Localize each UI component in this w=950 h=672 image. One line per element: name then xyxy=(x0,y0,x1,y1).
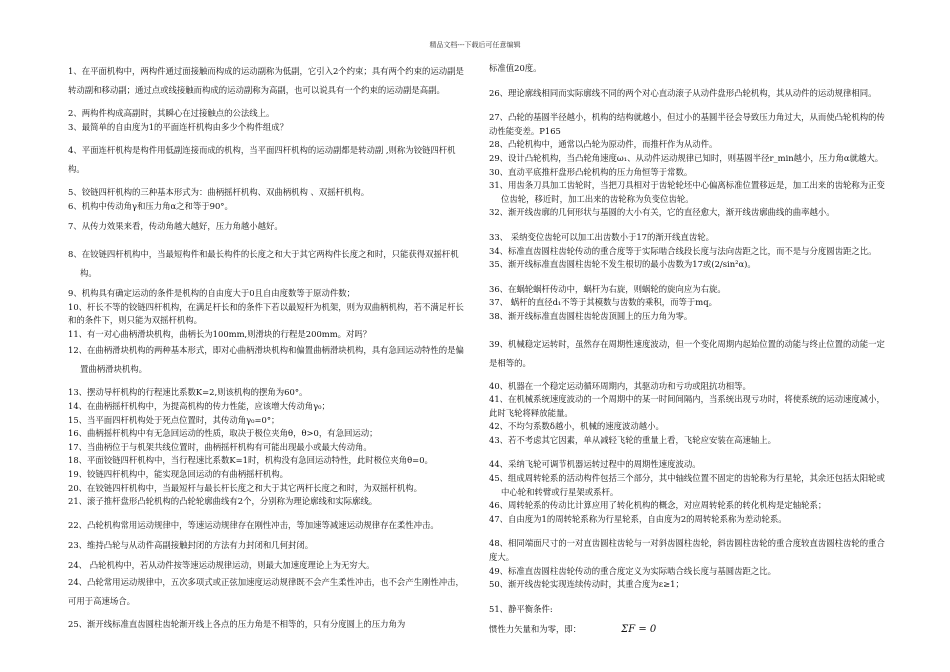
question-item: 40、机器在一个稳定运动循环周期内，其驱动功和亏功或阻抗功相等。 xyxy=(489,380,751,391)
question-item: 41、在机械系统速度波动的一个周期中的某一时间间隔内，当系统出现亏功时，将使系统的运动速度减小，此时飞轮将释放能量。 xyxy=(489,394,885,418)
question-item: 51、静平衡条件: xyxy=(489,603,553,614)
question-item: 25、渐开线标准直齿圆柱齿轮渐开线上各点的压力角是不相等的，只有分度圆上的压力角为 xyxy=(68,618,406,629)
question-item: 16、曲柄摇杆机构中有无急回运动的性质，取决于极位夹角θ，θ>0，有急回运动； xyxy=(68,428,378,439)
question-item: 35、渐开线标准直齿圆柱齿轮不发生根切的最小齿数为17或(2/sin²α)。 xyxy=(489,259,756,270)
question-item: 32、渐开线齿廓的几何形状与基圆的大小有关，它的直径愈大，渐开线齿廓曲线的曲率越小。 xyxy=(489,207,835,218)
question-item: 46、周转轮系的传动比计算应用了转化机构的概念，对应周转轮系的转化机构是定轴轮系； xyxy=(489,500,827,511)
page-header: 精品文档---下载后可任意编辑 xyxy=(429,41,521,49)
question-item: 28、凸轮机构中，通常以凸轮为原动件，而推杆作为从动件。 xyxy=(489,139,718,150)
question-item: 17、当曲柄位于与机架共线位置时，曲柄摇杆机构有可能出现最小或最大传动角。 xyxy=(68,441,372,452)
question-item: 27、凸轮的基圆半径越小，机构的结构就越小，但过小的基圆半径会导致压力角过大，从而使凸轮机构的传动性能变差。P165 xyxy=(489,112,885,136)
question-item: 1、在平面机构中，两构件通过面接触而构成的运动副称为低副，它引入2个约束；具有两个约束的运动副是转动副和移动副；通过点或线接触而构成的运动副称为高副，也可以说具有一个约束的运动副是高副。 xyxy=(68,66,464,95)
static-balance-formula: ΣF = 0 xyxy=(621,624,657,636)
question-item: 44、采纳飞轮可调节机器运转过程中的周期性速度波动。 xyxy=(489,459,701,470)
question-item: 11、有一对心曲柄滑块机构，曲柄长为100mm,则滑块的行程是200mm。对吗？ xyxy=(68,328,372,339)
question-item: 10、杆长不等的铰链四杆机构，在满足杆长和的条件下若以最短杆为机架，则为双曲柄机构，若不满足杆长和的条件下，则只能为双摇杆机构。 xyxy=(68,301,464,326)
question-item: 标准值20度。 xyxy=(489,63,542,73)
question-item: 7、从传力效果来看，传动角越大越好，压力角越小越好。 xyxy=(68,221,283,232)
question-item: 33、 采纳变位齿轮可以加工出齿数小于17的渐开线直齿轮。 xyxy=(489,231,714,242)
question-item: 37、 蜗杆的直径d₁不等于其模数与齿数的乘积，而等于mq。 xyxy=(489,297,717,308)
question-item: 50、渐开线齿轮实现连续传动时，其重合度为ε≥1； xyxy=(489,579,684,590)
question-item: 30、直动平底推杆盘形凸轮机构的压力角恒等于常数。 xyxy=(489,166,693,177)
question-item: 36、在蜗轮蜗杆传动中，蜗杆为右旋，则蜗轮的旋向应为右旋。 xyxy=(489,283,726,294)
right-column xyxy=(489,62,887,637)
question-item: 38、渐开线标准直齿圆柱齿轮齿顶圆上的压力角为零。 xyxy=(489,310,693,321)
question-item: 45、组成周转轮系的活动构件包括三个部分，其中轴线位置不固定的齿轮称为行星轮，其余还包括太阳轮或中心轮和转臂或行星架或系杆。 xyxy=(489,473,885,497)
question-item: 18、平面铰链四杆机构中，当行程速比系数K=1时，机构没有急回运动特性，此时极位夹角θ=0。 xyxy=(68,455,433,466)
left-column xyxy=(68,62,466,631)
question-item: 23、维持凸轮与从动件高副接触封闭的方法有力封闭和几何封闭。 xyxy=(68,539,314,550)
question-item: 5、铰链四杆机构的三种基本形式为：曲柄摇杆机构、双曲柄机构 、双摇杆机构。 xyxy=(68,187,370,198)
question-item: 43、若不考虑其它因素，单从减轻飞轮的重量上看，飞轮应安装在高速轴上。 xyxy=(489,434,777,445)
question-item: 3、最简单的自由度为1的平面连杆机构由多少个构件组成？ xyxy=(68,121,289,132)
question-item: 惯性力矢量和为零，即： ΣF = 0 xyxy=(489,624,657,636)
question-item: 24、 凸轮机构中，若从动件按等速运动规律运动，则最大加速度理论上为无穷大。 xyxy=(68,560,375,571)
question-item: 26、理论廓线相同而实际廓线不同的两个对心直动滚子从动件盘形凸轮机构，其从动件的运动规律相同。 xyxy=(489,87,877,98)
question-item: 15、当平面四杆机构处于死点位置时，其传动角γ₀=0°； xyxy=(68,414,280,425)
question-item: 48、相同端面尺寸的一对直齿圆柱齿轮与一对斜齿圆柱齿轮，斜齿圆柱齿轮的重合度较直齿圆柱齿轮的重合度大。 xyxy=(489,538,885,563)
question-item: 49、标准直齿圆柱齿轮传动的重合度定义为实际啮合线长度与基圆齿距之比。 xyxy=(489,565,777,576)
question-item: 34、标准直齿圆柱齿轮传动的重合度等于实际啮合线段长度与法向齿距之比，而不是与分度圆齿距之比。 xyxy=(489,245,877,256)
question-item: 31、用齿条刀具加工齿轮时，当把刀具相对于齿轮轮坯中心偏离标准位置移远是，加工出来的齿轮称为正变位齿轮，移近时，加工出来的齿轮称为负变位齿轮。 xyxy=(489,180,885,204)
question-item: 20、在铰链四杆机构中，当最短杆与最长杆长度之和大于其它两杆长度之和时，为双摇杆机构。 xyxy=(68,482,423,493)
question-item: 13、摆动导杆机构的行程速比系数K=2,则该机构的摆角为60°。 xyxy=(68,387,308,398)
question-item: 21、滚子推杆盘形凸轮机构的凸轮轮廓曲线有2个，分别称为理论廓线和实际廓线。 xyxy=(68,496,378,507)
question-item: 2、两构件构成高副时，其瞬心在过接触点的公法线上。 xyxy=(68,108,275,118)
question-item: 4、平面连杆机构是构件用低副连接而成的机构，当平面四杆机构的运动副都是转动副 ,则称为铰链四杆机构。 xyxy=(68,145,456,175)
question-item: 19、铰链四杆机构中，能实现急回运动的有曲柄摇杆机构。 xyxy=(68,468,289,479)
question-item: 29、设计凸轮机构，当凸轮角速度ω₁、从动件运动规律已知时，则基圆半径r_min越小，压力角α就越大。 xyxy=(489,152,884,163)
question-item: 22、凸轮机构常用运动规律中，等速运动规律存在刚性冲击，等加速等减速运动规律存在柔性冲击。 xyxy=(68,519,439,530)
question-item: 6、机构中传动角γ和压力角α之和等于90°。 xyxy=(68,200,233,211)
question-item: 9、机构具有确定运动的条件是机构的自由度大于0且自由度数等于原动件数； xyxy=(68,287,356,298)
question-item: 42、不均匀系数δ越小，机械的速度波动越小。 xyxy=(489,421,664,432)
question-item: 14、在曲柄摇杆机构中，为提高机构的传力性能，应该增大传动角γ₀； xyxy=(68,400,330,411)
question-item: 8、在铰链四杆机构中，当最短构件和最长构件的长度之和大于其它两构件长度之和时，只能获得双摇杆机构。 xyxy=(68,248,459,278)
question-item: 24、凸轮常用运动规律中，五次多项式或正弦加速度运动规律既不会产生柔性冲击，也不会产生刚性冲击，可用于高速场合。 xyxy=(68,576,464,606)
question-item: 39、机械稳定运转时，虽然存在周期性速度波动，但一个变化周期内起始位置的动能与终止位置的动能一定是相等的。 xyxy=(489,338,885,368)
question-item: 12、在曲柄滑块机构的两种基本形式，即对心曲柄滑块机构和偏置曲柄滑块机构，具有急回运动特性的是偏置曲柄滑块机构。 xyxy=(68,345,464,375)
question-item: 47、自由度为1的周转轮系称为行星轮系，自由度为2的周转轮系称为差动轮系。 xyxy=(489,513,787,524)
